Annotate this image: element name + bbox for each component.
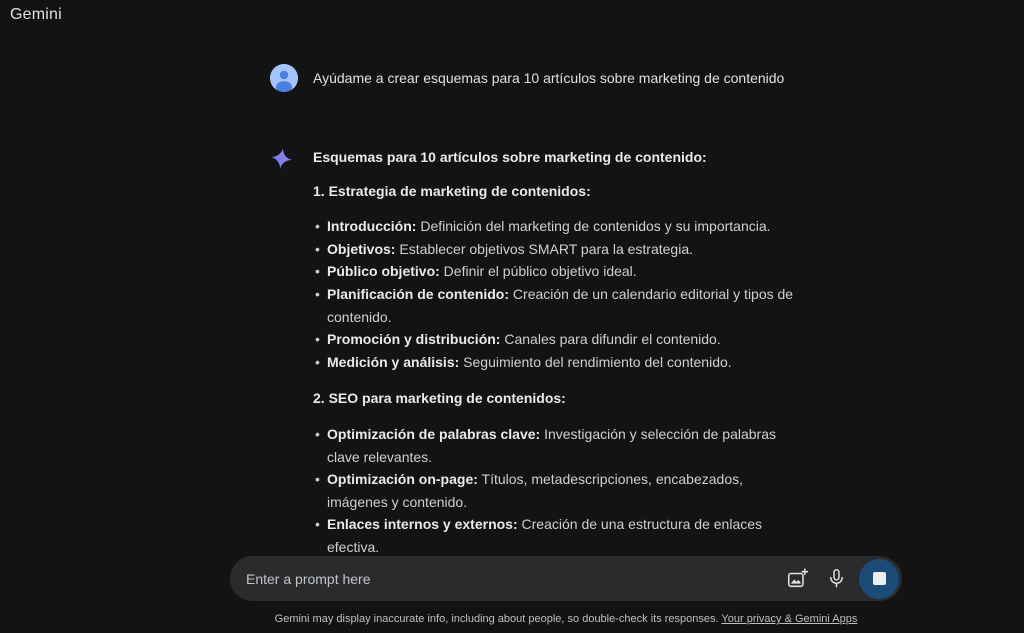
bullet-text: Establecer objetivos SMART para la estrategia. [399,240,693,257]
add-image-icon [786,568,808,590]
section-1-bullets [313,215,795,373]
gemini-logo[interactable]: Gemini [10,6,62,23]
bullet-label: Promoción y distribución: [327,331,501,348]
disclaimer-text: Gemini may display inaccurate info, including about people, so double-check its responses. [274,613,719,625]
bullet-label: Optimización on-page: [327,471,478,488]
user-avatar [270,64,298,92]
response-content [313,146,795,618]
response-heading: Esquemas para 10 artículos sobre marketing de contenido: [313,149,707,165]
bullet-item [313,351,795,374]
bullet-text: Seguimiento del rendimiento del contenido. [463,353,732,370]
gemini-response-row [270,146,800,618]
bullet-item [313,238,795,261]
conversation [270,64,800,618]
bullet-item [313,283,795,328]
bullet-label: Enlaces internos y externos: [327,516,518,533]
section-1-title: 1. Estrategia de marketing de contenidos: [313,182,591,199]
mic-icon [826,568,847,589]
bullet-item [313,468,795,513]
bullet-text: Canales para difundir el contenido. [504,331,721,348]
privacy-link[interactable]: Your privacy & Gemini Apps [721,613,858,625]
gemini-sparkle-icon [270,146,298,170]
bullet-text: Investigación y selección de palabras clave relevantes. [327,425,776,465]
user-message-text: Ayúdame a crear esquemas para 10 artículos sobre marketing de contenido [313,70,785,86]
bullet-item [313,513,795,558]
user-avatar-icon [270,64,298,92]
bullet-text: Títulos, metadescripciones, encabezados, imágenes y contenido. [327,471,744,510]
bullet-label: Medición y análisis: [327,353,460,370]
bullet-item [313,215,795,238]
stop-icon [873,572,886,585]
section-2-title: 2. SEO para marketing de contenidos: [313,390,566,407]
bullet-label: Objetivos: [327,240,396,257]
prompt-bar [230,556,902,601]
stop-button[interactable] [859,559,899,599]
bullet-label: Público objetivo: [327,263,440,280]
bullet-label: Planificación de contenido: [327,285,510,302]
bullet-text: Creación de una estructura de enlaces efectiva. [327,516,763,555]
bullet-item [313,423,795,468]
bullet-text: Creación de un calendario editorial y tipos de contenido. [327,285,794,325]
user-message-row [270,64,800,92]
bullet-label: Optimización de palabras clave: [327,425,541,442]
bullet-item [313,260,795,283]
prompt-input[interactable] [246,571,781,587]
bullet-label: Introducción: [327,218,417,235]
bullet-text: Definir el público objetivo ideal. [443,263,637,280]
add-image-button[interactable] [781,563,813,595]
bullet-item [313,328,795,351]
bullet-text: Definición del marketing de contenidos y su importancia. [420,218,771,235]
mic-button[interactable] [820,563,852,595]
footer-disclaimer [230,612,902,626]
